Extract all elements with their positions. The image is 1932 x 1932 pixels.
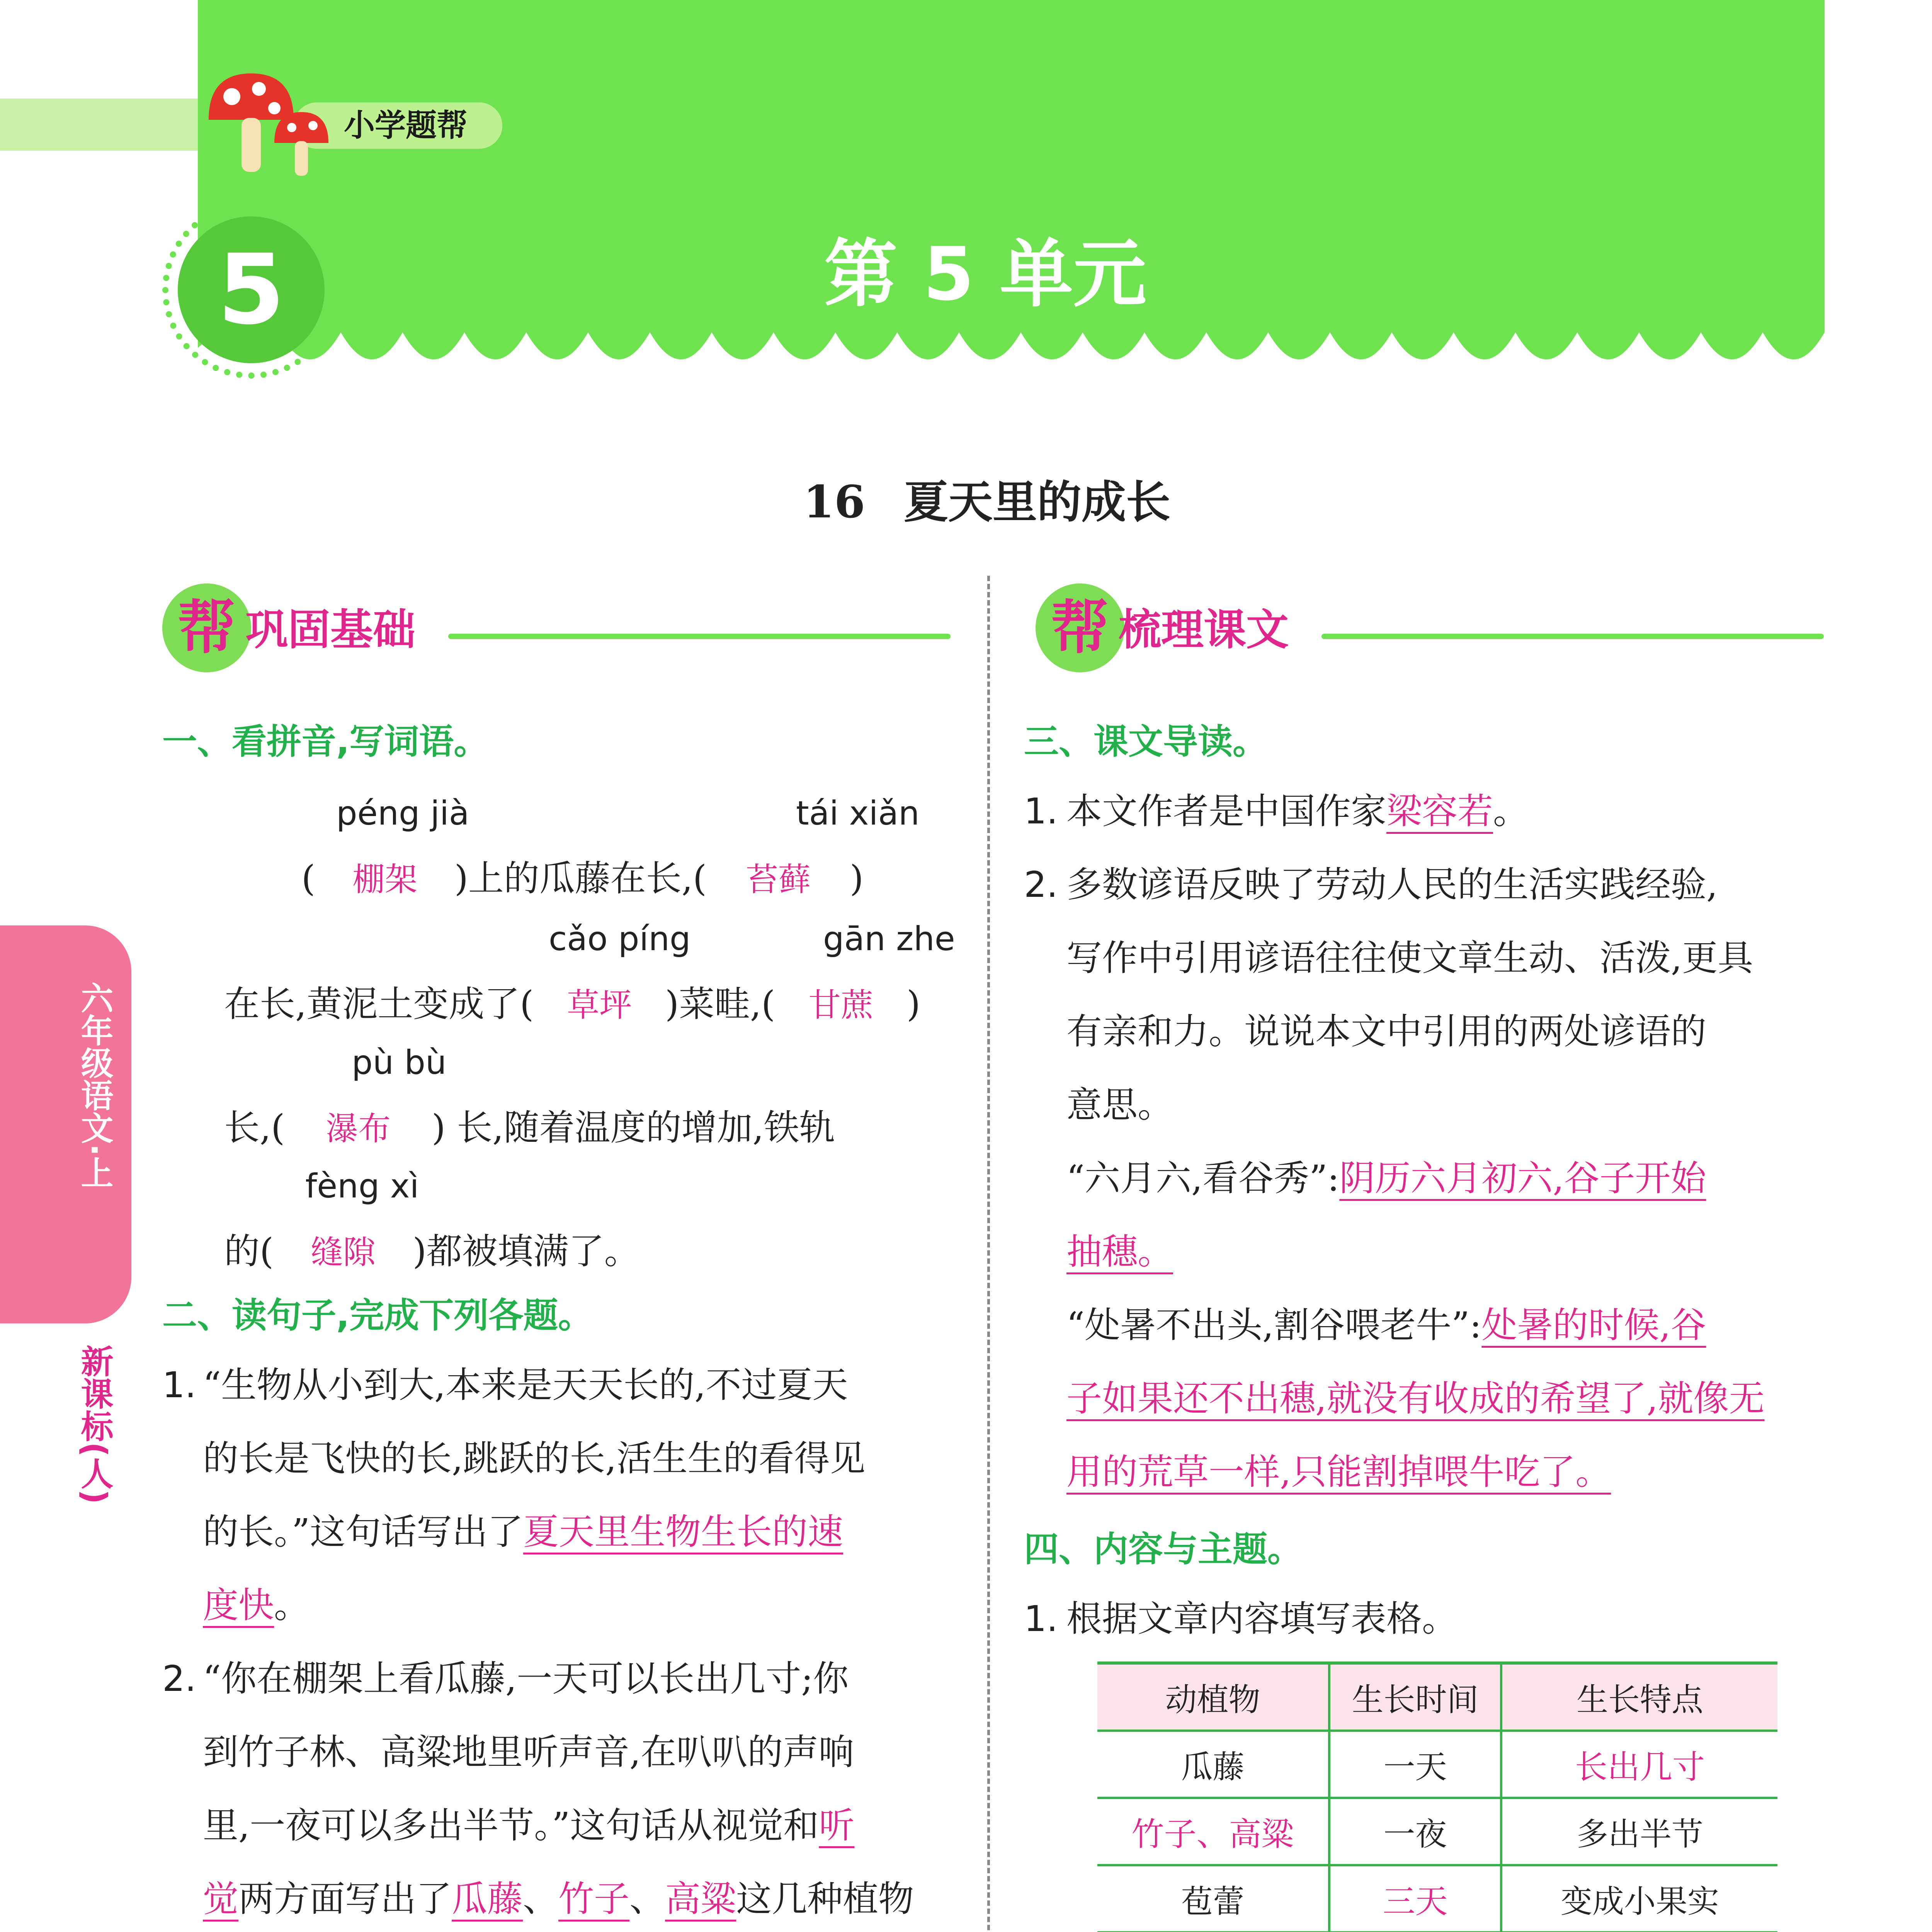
q2-answer-sense: 听 (819, 1805, 855, 1846)
lesson-number: 16 (803, 476, 866, 528)
answer-cao-ping: 草坪 (567, 986, 632, 1024)
section-3-title: 三、课文导读。 (1024, 721, 1267, 762)
q2-answer-plant-2: 竹子 (558, 1878, 630, 1920)
q1-text: “生物从小到大,本来是天天长的,不过夏天 的长是飞快的长,跳跃的长,活生生的看得见 的长。”这句话写出了夏天里生物生长的速 度快。 (203, 1364, 866, 1626)
q2-answer-plant-1: 瓜藤 (452, 1878, 523, 1920)
column-divider (987, 576, 990, 1932)
s4-q1-text: 根据文章内容填写表格。 (1066, 1598, 1458, 1639)
answer-pu-bu: 瀑布 (326, 1110, 391, 1148)
fill-row-2: 在长,黄泥土变成了( 草坪 )菜畦,( 甘蔗 ) (224, 976, 920, 1027)
brand-name: 小学题帮 (344, 107, 468, 143)
fill-row-3: 长,( 瀑布 ) 长,随着温度的增加,铁轨 (224, 1099, 835, 1150)
s3-q2-number: 2. (1024, 864, 1058, 905)
pinyin-peng-jia: péng jià (336, 794, 469, 833)
side-tab-grade: 六年级语文·上 (76, 981, 114, 1189)
answer-tai-xian: 苔藓 (745, 861, 811, 898)
lesson-title-row (0, 464, 1932, 541)
section-4-title: 四、内容与主题。 (1024, 1529, 1302, 1570)
proverb-2-answer: 处暑的时候,谷 (1481, 1304, 1706, 1346)
badge-char: 帮 (162, 583, 251, 672)
section-2-title: 二、读句子,完成下列各题。 (162, 1295, 593, 1336)
badge-review (1036, 580, 1824, 680)
table-header-cell: 生长时间 (1329, 1663, 1501, 1731)
unit-number: 5 (178, 216, 325, 363)
pinyin-gan-zhe: gān zhe (823, 920, 955, 958)
fill-row-4: 的( 缝隙 )都被填满了。 (224, 1223, 640, 1274)
q2-number: 2. (162, 1658, 196, 1699)
badge-underline (1321, 634, 1824, 639)
side-tab-edition: 新课标(人) (76, 1345, 114, 1504)
q2-answer-plant-3: 高粱 (665, 1878, 736, 1920)
answer-peng-jia: 棚架 (352, 861, 417, 898)
mushroom-logo-icon (201, 66, 340, 182)
q2-text: “你在棚架上看瓜藤,一天可以长出几寸;你 到竹子林、高粱地里听声音,在叭叭的声响 里,一夜可以多出半节。”这句话从视觉和听 觉两方面写出了瓜藤、竹子、高粱这几种植物 (203, 1658, 914, 1920)
s3-q1-text: 本文作者是中国作家梁容若。 (1066, 791, 1529, 832)
q1-answer: 夏天里生物生长的速 (523, 1511, 844, 1553)
table-row: 瓜藤 一天 长出几寸 (1097, 1731, 1777, 1798)
table-answer-cell: 三天 (1329, 1865, 1501, 1932)
answer-gan-zhe: 甘蔗 (808, 986, 874, 1024)
unit-title: 第 5 单元 (824, 231, 1147, 317)
table-row: 竹子、高粱 一夜 多出半节 (1097, 1798, 1777, 1865)
table-header-cell: 生长特点 (1501, 1663, 1777, 1731)
table-header-cell: 动植物 (1097, 1663, 1329, 1731)
s4-q1-number: 1. (1024, 1598, 1058, 1639)
answer-feng-xi: 缝隙 (310, 1233, 376, 1271)
table-row: 苞蕾 三天 变成小果实 (1097, 1865, 1777, 1932)
section-1-title: 一、看拼音,写词语。 (162, 721, 489, 762)
growth-table (1097, 1662, 1777, 1932)
pinyin-pu-bu: pù bù (352, 1043, 447, 1082)
badge-text: 梳理课文 (1119, 605, 1289, 655)
fill-row-1: ( 棚架 )上的瓜藤在长,( 苔藓 ) (301, 850, 864, 901)
lesson-title: 夏天里的成长 (904, 476, 1171, 528)
table-answer-cell: 长出几寸 (1501, 1731, 1777, 1798)
badge-char: 帮 (1036, 583, 1124, 672)
s3-q2-text: 多数谚语反映了劳动人民的生活实践经验, 写作中引用谚语往往使文章生动、活泼,更具 有亲和力。说说本文中引用的两处谚语的 意思。 “六月六,看谷秀”:阴历六月初六,谷子开始 抽穗。 “处暑不出头,割谷喂老牛”:处暑的时候,谷 子如果还不出穗,就没有收成的希望了,就像无 用的荒草一样,只能割掉喂牛吃了。 (1066, 864, 1765, 1493)
s3-q1-number: 1. (1024, 791, 1058, 832)
badge-consolidate (162, 580, 951, 680)
table-header-row (1097, 1663, 1777, 1731)
author-answer: 梁容若 (1386, 791, 1493, 832)
q1-number: 1. (162, 1364, 196, 1406)
pinyin-cao-ping: cǎo píng (549, 920, 691, 958)
proverb-1-answer: 阴历六月初六,谷子开始 (1339, 1158, 1706, 1199)
pinyin-tai-xian: tái xiǎn (796, 794, 920, 833)
badge-underline (448, 634, 951, 639)
badge-text: 巩固基础 (245, 605, 415, 655)
table-answer-cell: 竹子、高粱 (1097, 1798, 1329, 1865)
pinyin-feng-xi: fèng xì (305, 1167, 419, 1206)
